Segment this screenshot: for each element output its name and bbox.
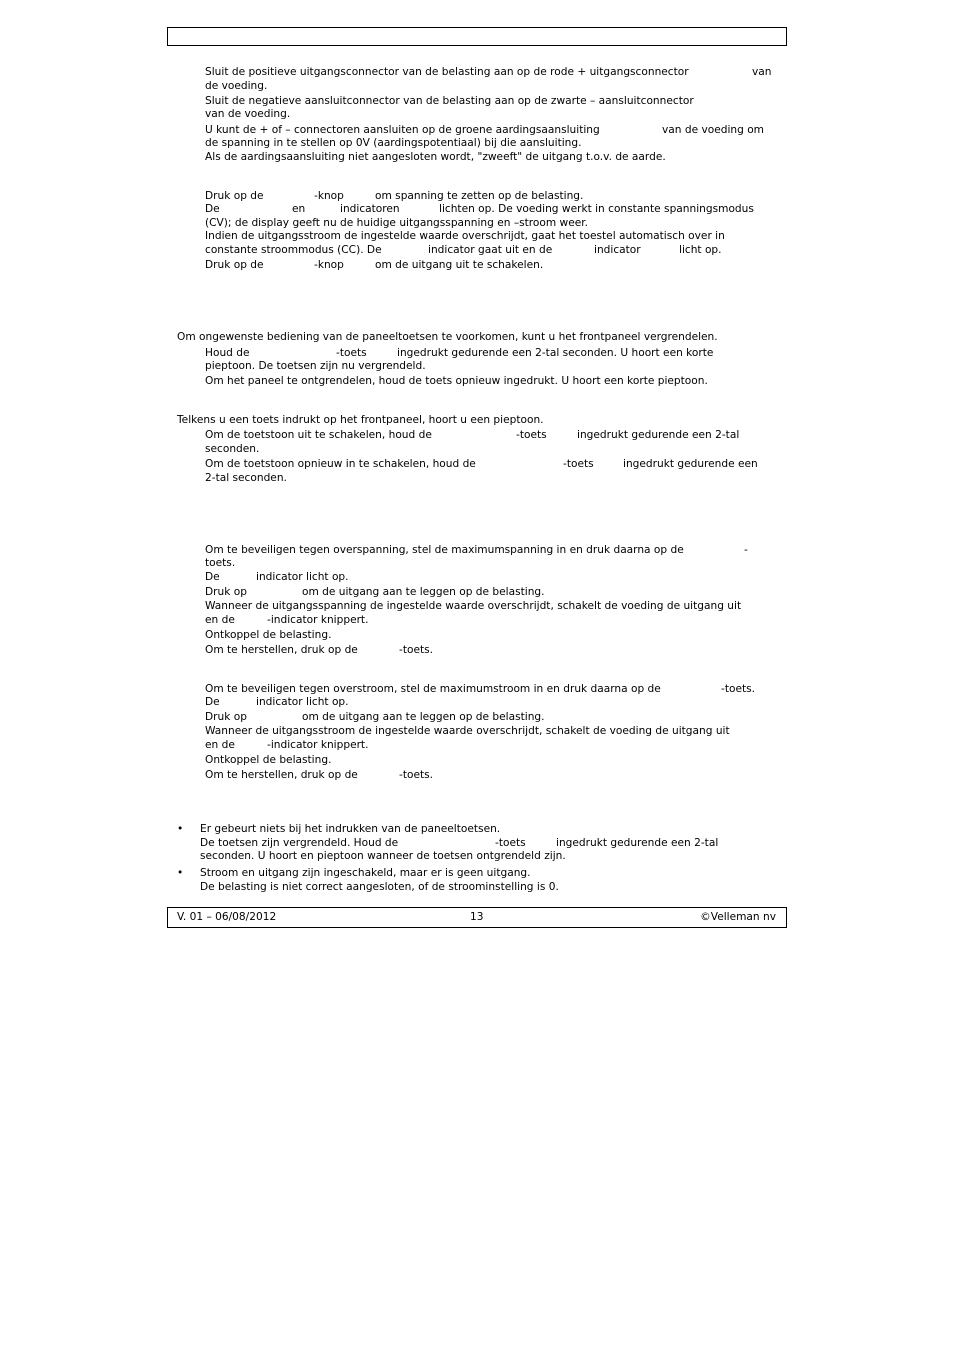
text-line: -knop — [314, 190, 344, 202]
text-line: indicator gaat uit en de — [428, 244, 553, 256]
text-line: Druk op de — [205, 190, 264, 202]
text-line: indicator licht op. — [256, 571, 349, 583]
text-line: Indien de uitgangsstroom de ingestelde waarde overschrijdt, gaat het toestel automatisch over in — [205, 230, 725, 242]
text-line: Om de toetstoon opnieuw in te schakelen, houd de — [205, 458, 476, 470]
text-line: ingedrukt gedurende een 2-tal — [556, 837, 719, 849]
text-line: Druk op — [205, 711, 247, 723]
text-line: Sluit de negatieve aansluitconnector van de belasting aan op de zwarte – aansluitconnector — [205, 95, 694, 107]
text-line: Om het paneel te ontgrendelen, houd de toets opnieuw ingedrukt. U hoort een korte pieptoon. — [205, 375, 708, 387]
bullet-icon: • — [177, 823, 184, 835]
text-line: seconden. U hoort en pieptoon wanneer de toetsen ontgrendeld zijn. — [200, 850, 566, 862]
text-line: seconden. — [205, 443, 260, 455]
text-line: De — [205, 696, 220, 708]
section-intro: Om ongewenste bediening van de paneeltoetsen te voorkomen, kunt u het frontpaneel vergrendelen. — [177, 331, 718, 343]
text-line: Om te herstellen, druk op de — [205, 644, 358, 656]
text-line: lichten op. De voeding werkt in constante spanningsmodus — [439, 203, 754, 215]
text-line: pieptoon. De toetsen zijn nu vergrendeld. — [205, 360, 426, 372]
text-line: U kunt de + of – connectoren aansluiten op de groene aardingsaansluiting — [205, 124, 600, 136]
text-line: Druk op de — [205, 259, 264, 271]
text-line: De — [205, 571, 220, 583]
page-header-box — [167, 27, 787, 46]
text-line: Ontkoppel de belasting. — [205, 754, 332, 766]
text-line: Om te herstellen, druk op de — [205, 769, 358, 781]
footer-page-number: 13 — [470, 911, 484, 923]
text-line: Druk op — [205, 586, 247, 598]
section-intro: Telkens u een toets indrukt op het frontpaneel, hoort u een pieptoon. — [177, 414, 544, 426]
text-line: toets. — [205, 557, 236, 569]
text-line: -toets — [336, 347, 367, 359]
text-line: ingedrukt gedurende een — [623, 458, 758, 470]
text-line: indicator — [594, 244, 641, 256]
text-line: -toets. — [399, 769, 434, 781]
text-line: -knop — [314, 259, 344, 271]
text-line: Om te beveiligen tegen overstroom, stel de maximumstroom in en druk daarna op de — [205, 683, 661, 695]
text-line: Wanneer de uitgangsspanning de ingestelde waarde overschrijdt, schakelt de voeding de uitgang uit — [205, 600, 742, 612]
text-line: De belasting is niet correct aangesloten, of de stroominstelling is 0. — [200, 881, 559, 893]
text-line: Er gebeurt niets bij het indrukken van de paneeltoetsen. — [200, 823, 501, 835]
text-line: om de uitgang uit te schakelen. — [375, 259, 544, 271]
text-line: - — [744, 544, 748, 556]
text-line: 2-tal seconden. — [205, 472, 287, 484]
text-line: -toets. — [721, 683, 756, 695]
text-line: Als de aardingsaansluiting niet aangesloten wordt, "zweeft" de uitgang t.o.v. de aarde. — [205, 151, 666, 163]
text-line: om spanning te zetten op de belasting. — [375, 190, 584, 202]
text-line: Ontkoppel de belasting. — [205, 629, 332, 641]
text-line: De toetsen zijn vergrendeld. Houd de — [200, 837, 399, 849]
text-line: -toets. — [399, 644, 434, 656]
text-line: en de — [205, 614, 235, 626]
text-line: De — [205, 203, 220, 215]
text-line: indicator licht op. — [256, 696, 349, 708]
text-line: Om te beveiligen tegen overspanning, stel de maximumspanning in en druk daarna op de — [205, 544, 684, 556]
text-line: en de — [205, 739, 235, 751]
text-line: om de uitgang aan te leggen op de belasting. — [302, 711, 545, 723]
page-footer — [167, 907, 787, 928]
text-line: ingedrukt gedurende een 2-tal seconden. U hoort een korte — [397, 347, 714, 359]
text-line: Om de toetstoon uit te schakelen, houd de — [205, 429, 432, 441]
text-line: constante stroommodus (CC). De — [205, 244, 382, 256]
text-line: Stroom en uitgang zijn ingeschakeld, maar er is geen uitgang. — [200, 867, 531, 879]
text-line: (CV); de display geeft nu de huidige uitgangsspanning en –stroom weer. — [205, 217, 589, 229]
text-line: -indicator knippert. — [267, 614, 369, 626]
text-line: -toets — [563, 458, 594, 470]
text-line: -toets — [516, 429, 547, 441]
text-line: indicatoren — [340, 203, 400, 215]
text-line: de spanning in te stellen op 0V (aardingspotentiaal) bij die aansluiting. — [205, 137, 582, 149]
text-line: van de voeding om — [662, 124, 764, 136]
text-line: -toets — [495, 837, 526, 849]
text-line: de voeding. — [205, 80, 268, 92]
text-line: Sluit de positieve uitgangsconnector van de belasting aan op de rode + uitgangsconnector — [205, 66, 689, 78]
footer-version: V. 01 – 06/08/2012 — [177, 911, 277, 923]
text-line: van — [752, 66, 772, 78]
footer-copyright: ©Velleman nv — [700, 911, 776, 923]
text-line: licht op. — [679, 244, 722, 256]
text-line: -indicator knippert. — [267, 739, 369, 751]
text-line: ingedrukt gedurende een 2-tal — [577, 429, 740, 441]
bullet-icon: • — [177, 867, 184, 879]
text-line: en — [292, 203, 306, 215]
text-line: van de voeding. — [205, 108, 291, 120]
text-line: Wanneer de uitgangsstroom de ingestelde waarde overschrijdt, schakelt de voeding de uitgang uit — [205, 725, 730, 737]
text-line: om de uitgang aan te leggen op de belasting. — [302, 586, 545, 598]
text-line: Houd de — [205, 347, 250, 359]
